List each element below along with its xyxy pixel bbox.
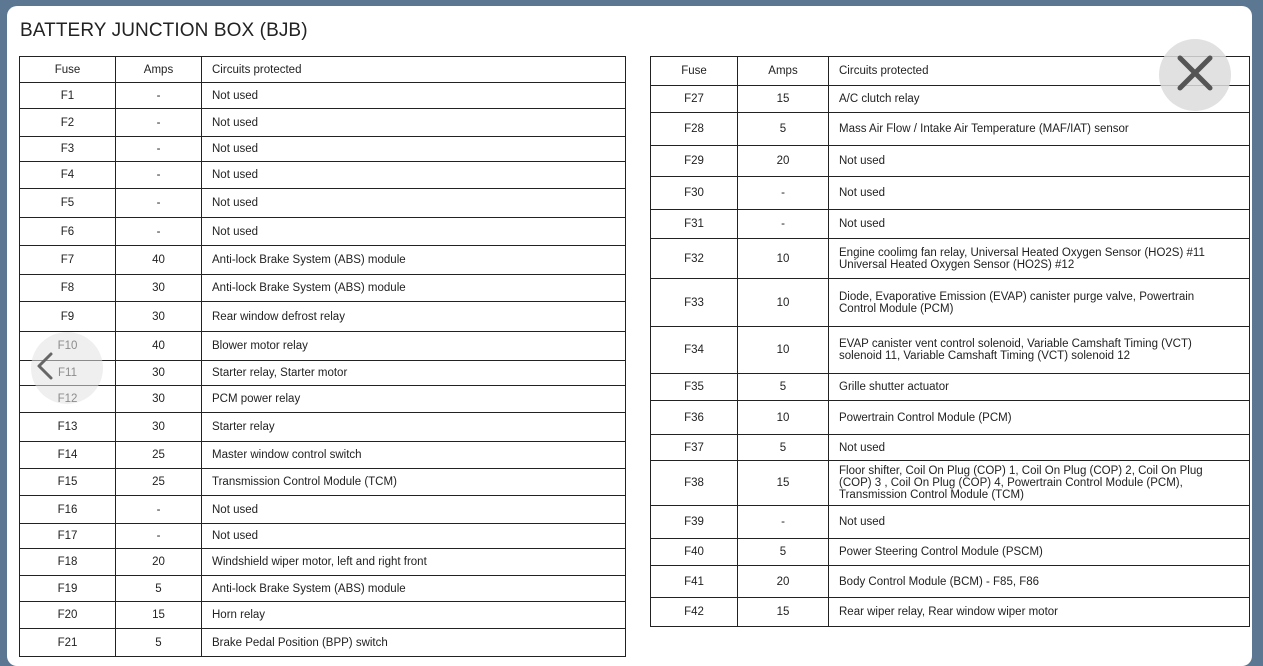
circuits-cell: Not used [829, 146, 1250, 177]
amps-cell: - [738, 177, 829, 210]
fuse-cell: F4 [20, 162, 116, 189]
amps-cell: 30 [116, 302, 202, 332]
fuse-cell: F20 [20, 602, 116, 629]
circuits-cell: Starter relay [202, 413, 626, 442]
circuits-cell: Engine coolimg fan relay, Universal Heated Oxygen Sensor (HO2S) #11 Universal Heated Oxygen Sensor (HO2S) #12 [829, 239, 1250, 279]
fuse-cell: F2 [20, 109, 116, 137]
table-row [20, 413, 626, 442]
table-header-row [20, 57, 626, 83]
fuse-cell: F19 [20, 576, 116, 602]
circuits-cell: Not used [202, 218, 626, 246]
circuits-cell: Brake Pedal Position (BPP) switch [202, 629, 626, 657]
fuse-cell: F38 [651, 461, 738, 506]
table-row [651, 401, 1250, 435]
amps-cell: - [116, 524, 202, 549]
amps-cell: 20 [738, 566, 829, 598]
table-row [20, 496, 626, 524]
fuse-column-header: Fuse [20, 57, 116, 83]
amps-cell: 20 [738, 146, 829, 177]
circuits-cell: Not used [202, 162, 626, 189]
close-icon [1176, 54, 1214, 97]
circuits-column-header: Circuits protected [829, 57, 1250, 86]
fuse-cell: F29 [651, 146, 738, 177]
fuse-table-left [19, 56, 626, 657]
circuits-cell: Floor shifter, Coil On Plug (COP) 1, Coil On Plug (COP) 2, Coil On Plug (COP) 3 , Coil On Plug (COP) 4, Powertrain Control Module (PCM), Transmission Control Module (TCM) [829, 461, 1250, 506]
table-row [20, 524, 626, 549]
amps-cell: - [116, 162, 202, 189]
fuse-cell: F27 [651, 86, 738, 113]
table-row [20, 275, 626, 302]
fuse-cell: F21 [20, 629, 116, 657]
circuits-cell: Horn relay [202, 602, 626, 629]
table-row [20, 386, 626, 413]
fuse-cell: F18 [20, 549, 116, 576]
fuse-cell: F35 [651, 374, 738, 401]
table-row [20, 189, 626, 218]
table-row [651, 461, 1250, 506]
table-row [20, 442, 626, 469]
circuits-cell: Anti-lock Brake System (ABS) module [202, 275, 626, 302]
fuse-cell: F13 [20, 413, 116, 442]
circuits-cell: Not used [829, 506, 1250, 539]
table-row [20, 332, 626, 361]
table-row [20, 361, 626, 386]
amps-cell: 5 [738, 374, 829, 401]
amps-cell: 15 [116, 602, 202, 629]
circuits-cell: Not used [202, 137, 626, 162]
amps-cell: 15 [738, 598, 829, 627]
fuse-cell: F15 [20, 469, 116, 496]
fuse-cell: F3 [20, 137, 116, 162]
circuits-cell: Rear window defrost relay [202, 302, 626, 332]
amps-cell: 40 [116, 332, 202, 361]
table-row [20, 83, 626, 109]
fuse-cell: F31 [651, 210, 738, 239]
amps-cell: 10 [738, 279, 829, 327]
amps-cell: - [738, 210, 829, 239]
table-row [20, 162, 626, 189]
amps-cell: - [116, 218, 202, 246]
fuse-cell: F33 [651, 279, 738, 327]
amps-cell: 30 [116, 386, 202, 413]
amps-column-header: Amps [738, 57, 829, 86]
table-row [651, 177, 1250, 210]
circuits-cell: Mass Air Flow / Intake Air Temperature (MAF/IAT) sensor [829, 113, 1250, 146]
amps-cell: - [116, 189, 202, 218]
close-button[interactable] [1159, 39, 1231, 111]
fuse-cell: F16 [20, 496, 116, 524]
table-row [20, 549, 626, 576]
fuse-column-header: Fuse [651, 57, 738, 86]
fuse-cell: F36 [651, 401, 738, 435]
amps-cell: 40 [116, 246, 202, 275]
amps-cell: - [116, 83, 202, 109]
circuits-cell: Not used [202, 189, 626, 218]
circuits-cell: Not used [202, 524, 626, 549]
amps-cell: 15 [738, 461, 829, 506]
amps-cell: 5 [738, 435, 829, 461]
fuse-cell: F6 [20, 218, 116, 246]
circuits-cell: Anti-lock Brake System (ABS) module [202, 246, 626, 275]
amps-cell: 30 [116, 361, 202, 386]
fuse-cell: F17 [20, 524, 116, 549]
circuits-cell: Not used [202, 496, 626, 524]
fuse-cell: F7 [20, 246, 116, 275]
table-row [20, 602, 626, 629]
amps-cell: 5 [116, 576, 202, 602]
table-row [651, 539, 1250, 566]
circuits-cell: Powertrain Control Module (PCM) [829, 401, 1250, 435]
table-row [651, 598, 1250, 627]
table-row [20, 246, 626, 275]
fuse-cell: F37 [651, 435, 738, 461]
amps-cell: 25 [116, 442, 202, 469]
table-row [651, 374, 1250, 401]
amps-cell: 30 [116, 275, 202, 302]
table-row [20, 137, 626, 162]
table-row [651, 506, 1250, 539]
circuits-cell: Not used [829, 210, 1250, 239]
amps-cell: - [116, 109, 202, 137]
amps-cell: 15 [738, 86, 829, 113]
table-row [20, 109, 626, 137]
amps-cell: 5 [116, 629, 202, 657]
table-row [651, 327, 1250, 374]
table-row [20, 576, 626, 602]
fuse-cell: F1 [20, 83, 116, 109]
circuits-cell: Windshield wiper motor, left and right front [202, 549, 626, 576]
table-row [651, 435, 1250, 461]
circuits-cell: Power Steering Control Module (PSCM) [829, 539, 1250, 566]
circuits-cell: Not used [202, 83, 626, 109]
amps-cell: 10 [738, 327, 829, 374]
fuse-cell: F41 [651, 566, 738, 598]
fuse-cell: F42 [651, 598, 738, 627]
chevron-left-icon [31, 351, 55, 386]
table-row [20, 629, 626, 657]
table-row [651, 113, 1250, 146]
fuse-cell: F30 [651, 177, 738, 210]
circuits-cell: Not used [202, 109, 626, 137]
circuits-cell: EVAP canister vent control solenoid, Variable Camshaft Timing (VCT) solenoid 11, Variable Camshaft Timing (VCT) solenoid 12 [829, 327, 1250, 374]
amps-cell: 5 [738, 539, 829, 566]
amps-cell: 20 [116, 549, 202, 576]
table-row [20, 218, 626, 246]
circuits-column-header: Circuits protected [202, 57, 626, 83]
fuse-cell: F5 [20, 189, 116, 218]
page-title: BATTERY JUNCTION BOX (BJB) [20, 20, 308, 41]
table-row [651, 86, 1250, 113]
amps-cell: 10 [738, 401, 829, 435]
circuits-cell: Diode, Evaporative Emission (EVAP) canister purge valve, Powertrain Control Module (PCM) [829, 279, 1250, 327]
previous-image-button[interactable] [31, 332, 103, 404]
fuse-cell: F8 [20, 275, 116, 302]
image-viewer-modal [7, 6, 1252, 666]
circuits-cell: PCM power relay [202, 386, 626, 413]
circuits-cell: Master window control switch [202, 442, 626, 469]
circuits-cell: Transmission Control Module (TCM) [202, 469, 626, 496]
circuits-cell: Blower motor relay [202, 332, 626, 361]
amps-cell: - [116, 496, 202, 524]
amps-cell: - [116, 137, 202, 162]
amps-cell: - [738, 506, 829, 539]
fuse-cell: F40 [651, 539, 738, 566]
table-row [20, 302, 626, 332]
fuse-cell: F32 [651, 239, 738, 279]
circuits-cell: Body Control Module (BCM) - F85, F86 [829, 566, 1250, 598]
circuits-cell: Rear wiper relay, Rear window wiper motor [829, 598, 1250, 627]
fuse-cell: F39 [651, 506, 738, 539]
fuse-cell: F14 [20, 442, 116, 469]
table-row [651, 566, 1250, 598]
table-row [651, 210, 1250, 239]
circuits-cell: Not used [829, 435, 1250, 461]
table-row [20, 469, 626, 496]
fuse-table-right [650, 56, 1250, 627]
circuits-cell: Anti-lock Brake System (ABS) module [202, 576, 626, 602]
amps-cell: 30 [116, 413, 202, 442]
table-row [651, 146, 1250, 177]
amps-cell: 10 [738, 239, 829, 279]
circuits-cell: Not used [829, 177, 1250, 210]
amps-column-header: Amps [116, 57, 202, 83]
circuits-cell: Starter relay, Starter motor [202, 361, 626, 386]
table-row [651, 279, 1250, 327]
fuse-cell: F28 [651, 113, 738, 146]
table-row [651, 239, 1250, 279]
amps-cell: 25 [116, 469, 202, 496]
fuse-cell: F34 [651, 327, 738, 374]
circuits-cell: Grille shutter actuator [829, 374, 1250, 401]
fuse-cell: F9 [20, 302, 116, 332]
amps-cell: 5 [738, 113, 829, 146]
circuits-cell: A/C clutch relay [829, 86, 1250, 113]
